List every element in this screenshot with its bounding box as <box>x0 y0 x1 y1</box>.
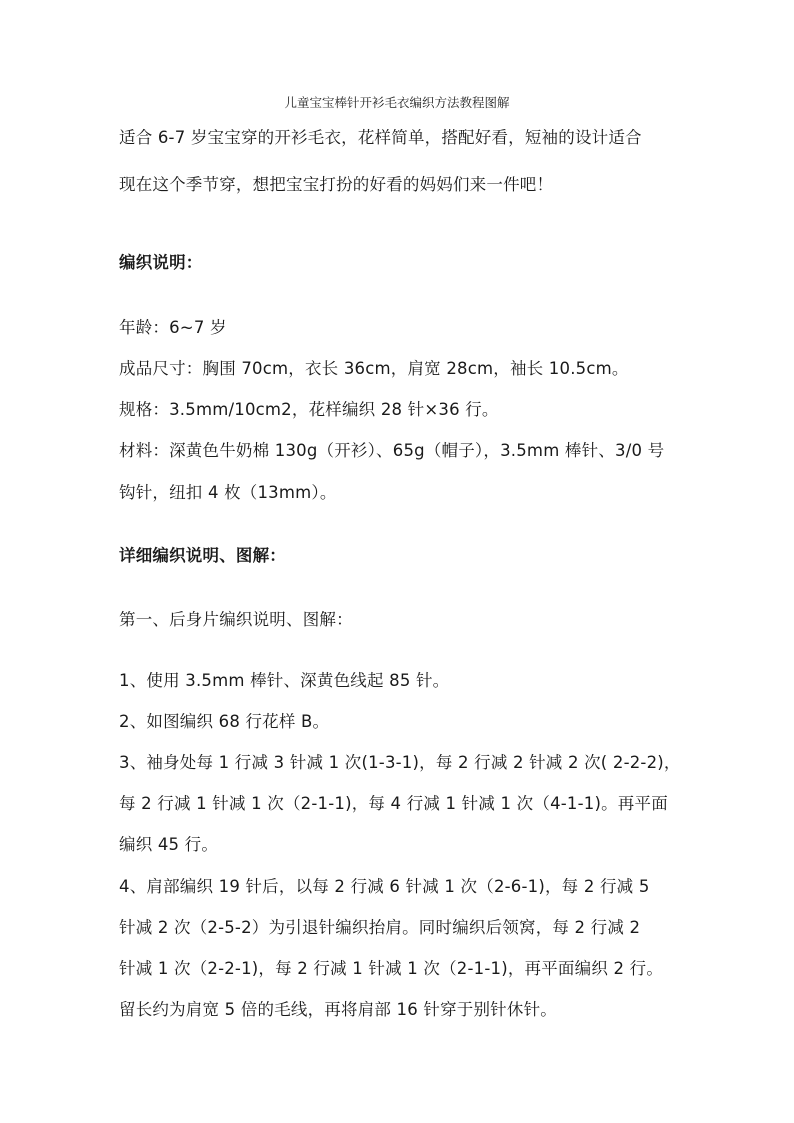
document-title: 儿童宝宝棒针开衫毛衣编织方法教程图解 <box>284 95 510 110</box>
step-3-line-3: 编织 45 行。 <box>119 835 219 854</box>
step-4-line-2: 针减 2 次（2-5-2）为引退针编织抬肩。同时编织后领窝，每 2 行减 2 <box>119 918 641 937</box>
step-1: 1、使用 3.5mm 棒针、深黄色线起 85 针。 <box>119 671 450 690</box>
intro-line-1: 适合 6-7 岁宝宝穿的开衫毛衣，花样简单，搭配好看，短袖的设计适合 <box>119 128 642 147</box>
step-3-line-2: 每 2 行减 1 针减 1 次（2-1-1)，每 4 行减 1 针减 1 次（4-1-1)。再平面 <box>119 794 668 813</box>
spec-materials-line-2: 钩针，纽扣 4 枚（13mm）。 <box>119 483 337 502</box>
step-4-line-4: 留长约为肩宽 5 倍的毛线，再将肩部 16 针穿于别针休针。 <box>119 1000 557 1019</box>
step-4-line-3: 针减 1 次（2-2-1)，每 2 行减 1 针减 1 次（2-1-1)，再平面编织 2 行。 <box>119 959 664 978</box>
spec-size: 成品尺寸：胸围 70cm，衣长 36cm，肩宽 28cm，袖长 10.5cm。 <box>119 359 629 378</box>
step-2: 2、如图编织 68 行花样 B。 <box>119 712 330 731</box>
section-heading-detail: 详细编织说明、图解： <box>119 546 286 565</box>
spec-gauge: 规格：3.5mm/10cm2，花样编织 28 针×36 行。 <box>119 400 499 419</box>
step-4-line-1: 4、肩部编织 19 针后，以每 2 行减 6 针减 1 次（2-6-1)，每 2 行减 5 <box>119 877 650 896</box>
spec-materials-line-1: 材料：深黄色牛奶棉 130g（开衫）、65g（帽子），3.5mm 棒针、3/0 号 <box>119 441 665 460</box>
spec-age: 年龄：6~7 岁 <box>119 318 227 337</box>
part-heading-back-piece: 第一、后身片编织说明、图解： <box>119 610 353 629</box>
step-3-line-1: 3、袖身处每 1 行减 3 针减 1 次(1-3-1)，每 2 行减 2 针减 2 次( 2-2-2)， <box>119 753 681 772</box>
intro-line-2: 现在这个季节穿，想把宝宝打扮的好看的妈妈们来一件吧！ <box>119 175 554 194</box>
section-heading-knitting-notes: 编织说明： <box>119 253 203 272</box>
